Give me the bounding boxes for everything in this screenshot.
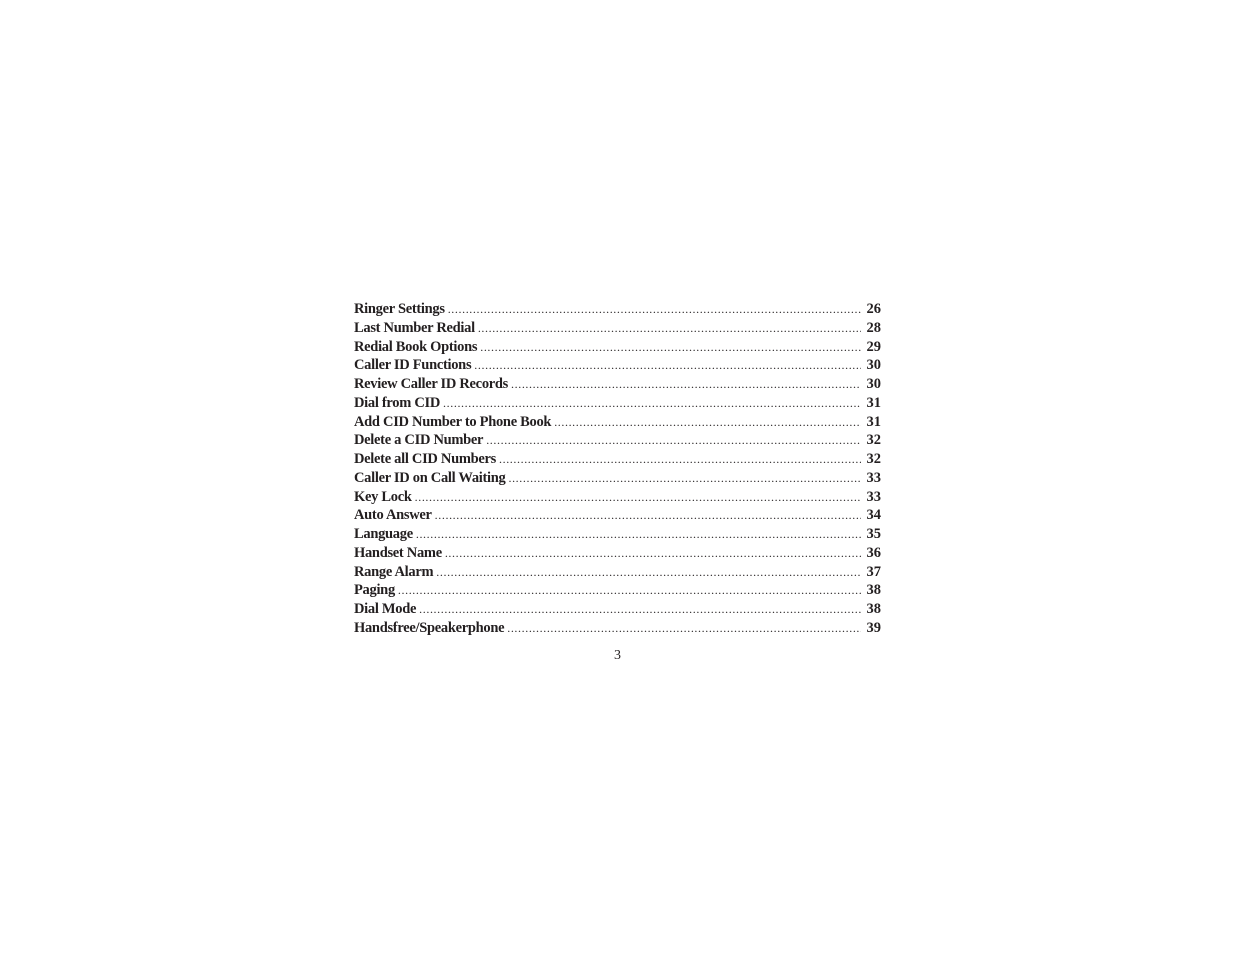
toc-entry-page: 38 bbox=[866, 601, 881, 617]
toc-entry bbox=[354, 375, 881, 394]
toc-entry-page: 39 bbox=[866, 619, 881, 636]
toc-dot-leader bbox=[511, 375, 861, 394]
toc-dot-leader bbox=[416, 525, 861, 544]
toc-entry-page: 38 bbox=[866, 582, 881, 599]
toc-entry bbox=[354, 619, 881, 638]
toc-dot-leader bbox=[419, 600, 861, 619]
toc-dot-leader bbox=[480, 338, 861, 357]
toc-entry-page: 33 bbox=[866, 488, 881, 505]
toc-dot-leader bbox=[486, 431, 861, 450]
toc-entry-page: 33 bbox=[866, 469, 881, 486]
toc-entry bbox=[354, 319, 881, 338]
toc-entry bbox=[354, 394, 881, 413]
toc-entry bbox=[354, 506, 881, 525]
toc-entry bbox=[354, 525, 881, 544]
toc-entry-title: Delete a CID Number bbox=[354, 432, 484, 449]
toc-entry-page: 28 bbox=[866, 319, 881, 336]
toc-dot-leader bbox=[436, 563, 861, 582]
toc-dot-leader bbox=[499, 450, 861, 469]
toc-entry bbox=[354, 581, 881, 600]
toc-entry-page: 30 bbox=[866, 357, 881, 374]
toc-entry-page: 31 bbox=[866, 413, 881, 430]
toc-entry bbox=[354, 544, 881, 563]
toc-entry bbox=[354, 450, 881, 469]
toc-dot-leader bbox=[435, 506, 861, 525]
toc-entry bbox=[354, 600, 881, 619]
toc-entry-page: 35 bbox=[866, 526, 881, 542]
toc-entry-title: Paging bbox=[354, 582, 395, 599]
toc-entry-title: Handsfree/Speakerphone bbox=[354, 619, 505, 636]
page-number: 3 bbox=[614, 648, 621, 663]
toc-dot-leader bbox=[508, 469, 861, 488]
toc-entry-title: Review Caller ID Records bbox=[354, 376, 509, 392]
toc-entry-title: Caller ID Functions bbox=[354, 357, 472, 374]
toc-entry-title: Redial Book Options bbox=[354, 338, 478, 355]
toc-entry bbox=[354, 563, 881, 582]
toc-entry-title: Auto Answer bbox=[354, 507, 432, 524]
toc-entry-page: 29 bbox=[866, 338, 881, 355]
toc-entry-page: 32 bbox=[866, 451, 881, 467]
toc-entry-title: Dial from CID bbox=[354, 394, 441, 411]
toc-entry bbox=[354, 413, 881, 432]
toc-entry-title: Add CID Number to Phone Book bbox=[354, 413, 552, 430]
toc-entry-page: 31 bbox=[866, 394, 881, 411]
toc-entry bbox=[354, 488, 881, 507]
toc-entry-title: Handset Name bbox=[354, 544, 442, 561]
toc-entry-title: Range Alarm bbox=[354, 563, 434, 580]
toc-dot-leader bbox=[478, 319, 861, 338]
toc-dot-leader bbox=[445, 544, 861, 563]
toc-entry-page: 36 bbox=[866, 544, 881, 561]
toc-entry-page: 26 bbox=[866, 301, 881, 317]
toc-dot-leader bbox=[448, 300, 861, 319]
toc-entry-page: 34 bbox=[866, 507, 881, 524]
toc-dot-leader bbox=[415, 488, 861, 507]
toc-entry-title: Caller ID on Call Waiting bbox=[354, 469, 506, 486]
toc-entry bbox=[354, 469, 881, 488]
toc-entry-title: Delete all CID Numbers bbox=[354, 451, 496, 467]
toc-entry bbox=[354, 300, 881, 319]
toc-dot-leader bbox=[474, 356, 861, 375]
toc-dot-leader bbox=[554, 413, 861, 432]
toc-entry bbox=[354, 356, 881, 375]
toc-entry-title: Key Lock bbox=[354, 488, 412, 505]
toc-entry-page: 30 bbox=[866, 376, 881, 392]
toc-entry bbox=[354, 431, 881, 450]
table-of-contents bbox=[354, 300, 881, 638]
toc-entry-title: Last Number Redial bbox=[354, 319, 475, 336]
toc-dot-leader bbox=[398, 581, 861, 600]
toc-entry-title: Ringer Settings bbox=[354, 301, 445, 317]
toc-dot-leader bbox=[443, 394, 861, 413]
toc-entry bbox=[354, 338, 881, 357]
toc-dot-leader bbox=[507, 619, 861, 638]
toc-entry-page: 37 bbox=[866, 563, 881, 580]
toc-entry-page: 32 bbox=[866, 432, 881, 449]
toc-entry-title: Dial Mode bbox=[354, 601, 417, 617]
toc-entry-title: Language bbox=[354, 526, 413, 542]
